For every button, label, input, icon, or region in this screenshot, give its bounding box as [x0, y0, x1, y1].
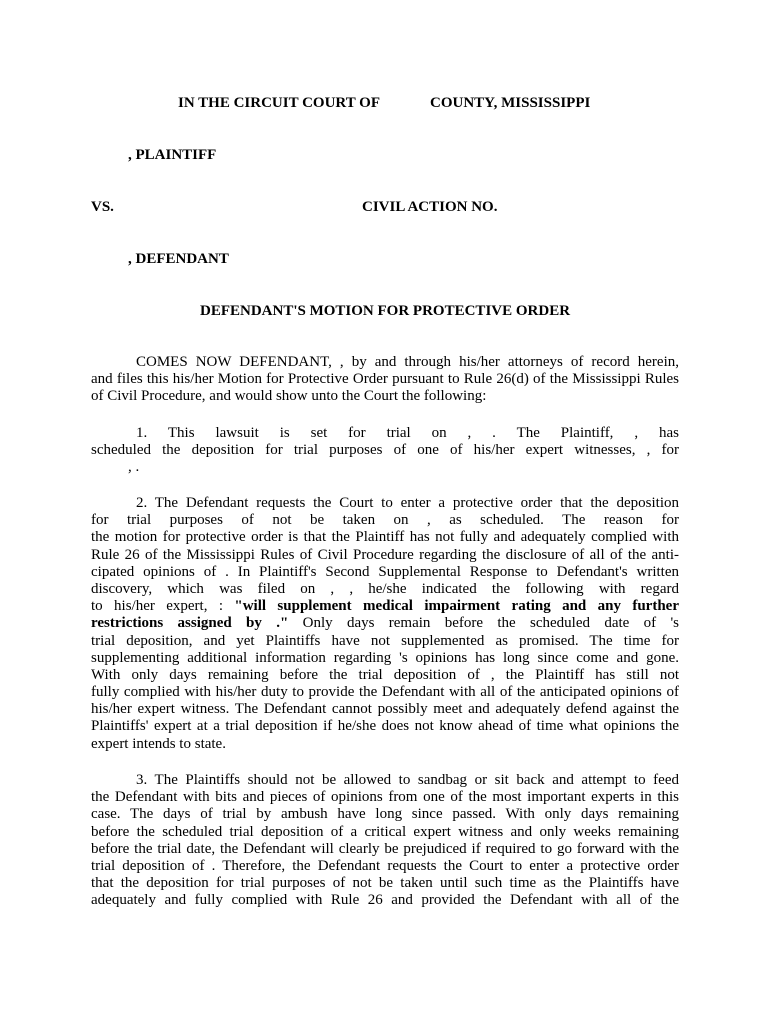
- court-heading-left: IN THE CIRCUIT COURT OF: [178, 95, 381, 111]
- paragraph-line: supplementing additional information regarding 's opinions has long since come and gone.: [91, 649, 679, 666]
- paragraph-line: expert intends to state.: [91, 735, 226, 752]
- document-title: DEFENDANT'S MOTION FOR PROTECTIVE ORDER: [200, 303, 571, 319]
- paragraph-line: , .: [128, 459, 140, 476]
- defendant-line: , DEFENDANT: [128, 251, 229, 267]
- paragraph-line: before the scheduled trial deposition of a critical expert witness and only weeks remaining: [91, 823, 679, 840]
- paragraph-line: fully complied with his/her duty to provide the Defendant with all of the anticipated opinions of: [91, 684, 679, 701]
- paragraph-line: 1. This lawsuit is set for trial on , . The Plaintiff, , has: [136, 425, 679, 441]
- versus-label: VS.: [91, 199, 114, 215]
- paragraph-3: [91, 772, 679, 910]
- paragraph-1: [91, 425, 679, 477]
- intro-line: and files this his/her Motion for Protective Order pursuant to Rule 26(d) of the Mississippi Rules: [91, 371, 679, 388]
- paragraph-line: that the deposition for trial purposes of not be taken until such time as the Plaintiffs have: [91, 875, 679, 892]
- paragraph-line: restrictions assigned by ." Only days remain before the scheduled date of 's: [91, 615, 679, 632]
- plaintiff-line: , PLAINTIFF: [128, 147, 217, 163]
- court-heading-right: COUNTY, MISSISSIPPI: [430, 95, 591, 111]
- paragraph-line: the Defendant with bits and pieces of opinions from one of the most important experts in this: [91, 789, 679, 806]
- civil-action-label: CIVIL ACTION NO.: [362, 199, 498, 215]
- paragraph-line: cipated opinions of . In Plaintiff's Second Supplemental Response to Defendant's written: [91, 563, 679, 580]
- intro-paragraph: [91, 354, 679, 406]
- paragraph-line: With only days remaining before the trial deposition of , the Plaintiff has still not: [91, 666, 679, 683]
- paragraph-line: 3. The Plaintiffs should not be allowed to sandbag or sit back and attempt to feed: [136, 772, 679, 788]
- paragraph-line: discovery, which was filed on , , he/she indicated the following with regard: [91, 580, 679, 597]
- paragraph-line: adequately and fully complied with Rule 26 and provided the Defendant with all of the: [91, 892, 679, 909]
- paragraph-2: [91, 495, 679, 753]
- paragraph-line: scheduled the deposition for trial purposes of one of his/her expert witnesses, , for: [91, 442, 679, 459]
- paragraph-line: 2. The Defendant requests the Court to enter a protective order that the deposition: [136, 495, 679, 511]
- paragraph-line: the motion for protective order is that the Plaintiff has not fully and adequately complied with: [91, 529, 679, 546]
- paragraph-line: trial deposition, and yet Plaintiffs have not supplemented as promised. The time for: [91, 632, 679, 649]
- paragraph-line: trial deposition of . Therefore, the Defendant requests the Court to enter a protective order: [91, 857, 679, 874]
- paragraph-line: his/her expert witness. The Defendant cannot possibly meet and adequately defend against the: [91, 701, 679, 718]
- paragraph-line: Rule 26 of the Mississippi Rules of Civil Procedure regarding the disclosure of all of the anti-: [91, 546, 679, 563]
- paragraph-line: Plaintiffs' expert at a trial deposition if he/she does not know ahead of time what opinions the: [91, 718, 679, 735]
- paragraph-line: for trial purposes of not be taken on , as scheduled. The reason for: [91, 512, 679, 529]
- paragraph-line: case. The days of trial by ambush have long since passed. With only days remaining: [91, 806, 679, 823]
- paragraph-line: before the trial date, the Defendant will clearly be prejudiced if required to go forward with the: [91, 840, 679, 857]
- paragraph-line: to his/her expert, : "will supplement medical impairment rating and any further: [91, 598, 679, 615]
- intro-line: COMES NOW DEFENDANT, , by and through his/her attorneys of record herein,: [136, 354, 679, 370]
- intro-line: of Civil Procedure, and would show unto the Court the following:: [91, 388, 487, 405]
